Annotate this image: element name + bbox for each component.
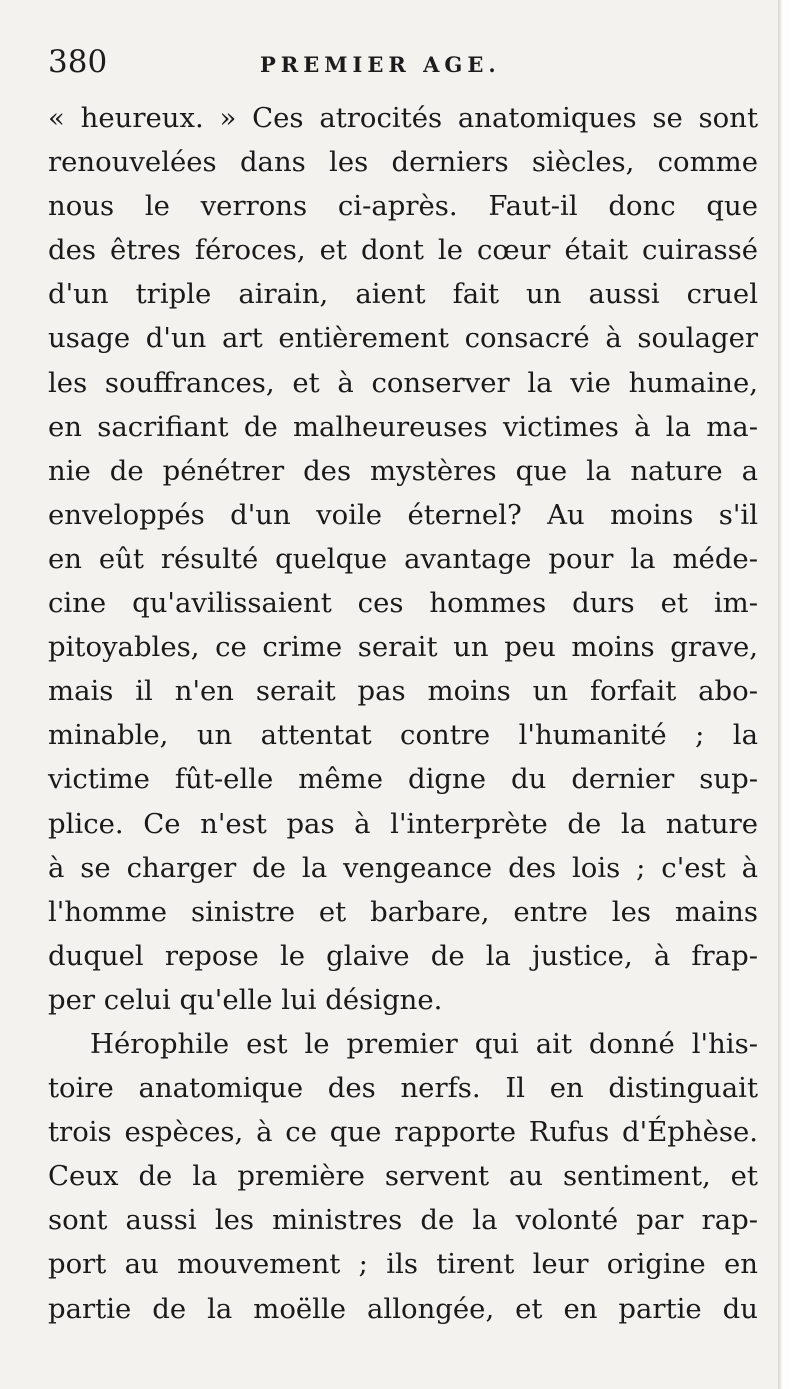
page-header	[48, 44, 758, 84]
text-line: duquel repose le glaive de la justice, à frap-	[48, 939, 758, 972]
running-title: PREMIER AGE.	[260, 52, 501, 77]
text-line: les souffrances, et à conserver la vie humaine,	[48, 366, 758, 399]
text-line: cine qu'avilissaient ces hommes durs et im-	[48, 587, 758, 620]
text-line: enveloppés d'un voile éternel? Au moins s'il	[48, 498, 758, 531]
page-number: 380	[48, 44, 108, 80]
text-line: en eût résulté quelque avantage pour la méde-	[48, 542, 758, 575]
text-line: d'un triple airain, aient fait un aussi cruel	[48, 278, 758, 311]
page-edge	[778, 0, 782, 1389]
text-line: victime fût-elle même digne du dernier sup-	[48, 763, 758, 796]
text-line: nie de pénétrer des mystères que la nature a	[48, 454, 758, 487]
text-line: à se charger de la vengeance des lois ; c'est à	[48, 851, 758, 884]
paragraph-last-line: per celui qu'elle lui désigne.	[48, 983, 443, 1016]
text-line: des êtres féroces, et dont le cœur était cuirassé	[48, 234, 758, 267]
text-line: toire anatomique des nerfs. Il en distinguait	[48, 1072, 758, 1105]
text-line: usage d'un art entièrement consacré à soulager	[48, 322, 758, 355]
text-line: minable, un attentat contre l'humanité ; la	[48, 719, 758, 752]
text-line: partie de la moëlle allongée, et en partie du	[48, 1292, 758, 1325]
text-line: en sacrifiant de malheureuses victimes à la ma-	[48, 410, 758, 443]
text-line: trois espèces, à ce que rapporte Rufus d'Éphèse.	[48, 1116, 758, 1149]
text-line: l'homme sinistre et barbare, entre les mains	[48, 895, 758, 928]
text-line: nous le verrons ci-après. Faut-il donc que	[48, 190, 758, 223]
paragraph-first-line: Hérophile est le premier qui ait donné l'his-	[90, 1027, 758, 1060]
text-line: « heureux. » Ces atrocités anatomiques se sont	[48, 102, 758, 134]
text-line: port au mouvement ; ils tirent leur origine en	[48, 1248, 758, 1281]
text-line: plice. Ce n'est pas à l'interprète de la nature	[48, 807, 758, 840]
text-line: pitoyables, ce crime serait un peu moins grave,	[48, 631, 758, 664]
text-line: sont aussi les ministres de la volonté par rap-	[48, 1204, 758, 1237]
body-text	[48, 96, 758, 1331]
text-line: Ceux de la première servent au sentiment, et	[48, 1160, 758, 1193]
text-line: renouvelées dans les derniers siècles, comme	[48, 146, 758, 179]
text-line: mais il n'en serait pas moins un forfait abo-	[48, 675, 758, 708]
